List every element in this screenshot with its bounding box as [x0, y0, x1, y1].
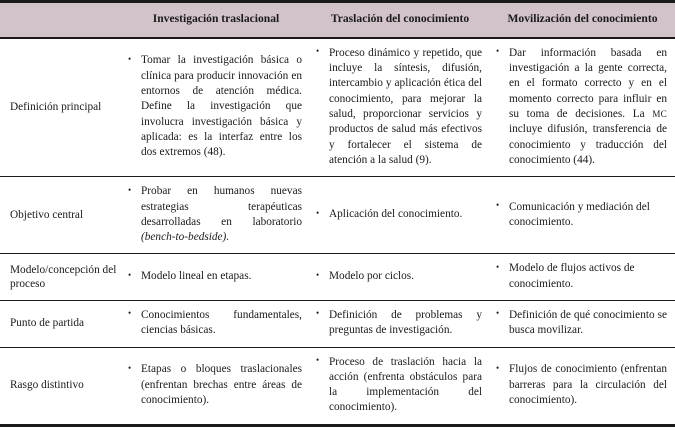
bullet-item: • Definición de qué conocimiento se busca movilizar. — [494, 308, 667, 339]
table-row — [0, 347, 675, 425]
bullet-list — [314, 207, 482, 222]
cell-punto-investigacion-traslacional — [122, 300, 310, 347]
bullet-item: • Modelo por ciclos. — [314, 269, 482, 284]
table-row — [0, 38, 675, 177]
bullet-item: • Proceso dinámico y repetido, que incluye la síntesis, difusión, intercambio y aplicación ética del conocimiento, para mejorar la salud, proporcionar servicios y productos de salud más efectivos y fortalecer el sistema de atención a la salud (9). — [314, 46, 482, 168]
bullet-item: • Conocimientos fundamentales, ciencias básicas. — [126, 308, 302, 339]
table-row — [0, 300, 675, 347]
bullet-item: • Probar en humanos nuevas estrategias terapéuticas desarrolladas en laboratorio (bench-to-bedside). — [126, 184, 302, 245]
cell-punto-traslacion — [310, 300, 490, 347]
bullet-list — [126, 53, 302, 160]
bullet-list — [494, 200, 667, 231]
cell-definicion-investigacion-traslacional — [122, 38, 310, 177]
bullet-item: • Etapas o bloques traslacionales (enfrentan brechas entre áreas de conocimiento). — [126, 362, 302, 408]
column-header-investigacion-traslacional: Investigación traslacional — [122, 2, 310, 38]
bullet-item: • Modelo de flujos activos de conocimiento. — [494, 261, 667, 292]
cell-modelo-investigacion-traslacional — [122, 254, 310, 301]
cell-objetivo-traslacion — [310, 177, 490, 254]
table-header — [0, 2, 675, 38]
bullet-list — [126, 308, 302, 339]
bullet-list — [126, 269, 302, 284]
cell-punto-movilizacion — [490, 300, 675, 347]
table-row — [0, 177, 675, 254]
bullet-item: • Definición de problemas y preguntas de investigación. — [314, 308, 482, 339]
bullet-item: • Flujos de conocimiento (enfrentan barreras para la circulación del conocimiento). — [494, 362, 667, 408]
cell-definicion-traslacion — [310, 38, 490, 177]
row-label-objetivo-central: Objetivo central — [0, 177, 122, 254]
bullet-list — [314, 355, 482, 416]
table-row — [0, 254, 675, 301]
cell-objetivo-investigacion-traslacional — [122, 177, 310, 254]
table-body — [0, 38, 675, 425]
bullet-item: • Aplicación del conocimiento. — [314, 207, 482, 222]
header-row — [0, 2, 675, 38]
row-label-rasgo-distintivo: Rasgo distintivo — [0, 347, 122, 425]
cell-rasgo-movilizacion — [490, 347, 675, 425]
row-label-definicion-principal: Definición principal — [0, 38, 122, 177]
cell-objetivo-movilizacion — [490, 177, 675, 254]
row-label-punto-de-partida: Punto de partida — [0, 300, 122, 347]
cell-rasgo-traslacion — [310, 347, 490, 425]
bullet-list — [126, 362, 302, 408]
bullet-list — [314, 46, 482, 168]
cell-rasgo-investigacion-traslacional — [122, 347, 310, 425]
row-label-modelo-concepcion-del-proceso: Modelo/concepción del proceso — [0, 254, 122, 301]
bullet-list — [494, 261, 667, 292]
bullet-list — [314, 269, 482, 284]
bullet-list — [494, 46, 667, 168]
cell-definicion-movilizacion — [490, 38, 675, 177]
cell-modelo-movilizacion — [490, 254, 675, 301]
cell-modelo-traslacion — [310, 254, 490, 301]
bullet-list — [494, 362, 667, 408]
bullet-list — [314, 308, 482, 339]
bullet-list — [126, 184, 302, 245]
bullet-item: • Modelo lineal en etapas. — [126, 269, 302, 284]
bullet-list — [494, 308, 667, 339]
bullet-item: • Tomar la investigación básica o clínica para producir innovación en entornos de atención médica. Define la investigación que involucra investigación básica y aplicada: es la interfaz entre los dos extremos (48). — [126, 53, 302, 160]
column-header-label — [0, 2, 122, 38]
column-header-movilizacion-del-conocimiento: Movilización del conocimiento — [490, 2, 675, 38]
column-header-traslacion-del-conocimiento: Traslación del conocimiento — [310, 2, 490, 38]
bullet-item: • Proceso de traslación hacia la acción (enfrenta obstáculos para la implementación del conocimiento). — [314, 355, 482, 416]
bullet-item: • Dar información basada en investigación a la gente correcta, en el formato correcto y en el momento correcto para influir en su toma de decisiones. La MC incluye difusión, transferencia de conocimiento y traducción del conocimiento (44). — [494, 46, 667, 168]
bullet-item: • Comunicación y mediación del conocimiento. — [494, 200, 667, 231]
